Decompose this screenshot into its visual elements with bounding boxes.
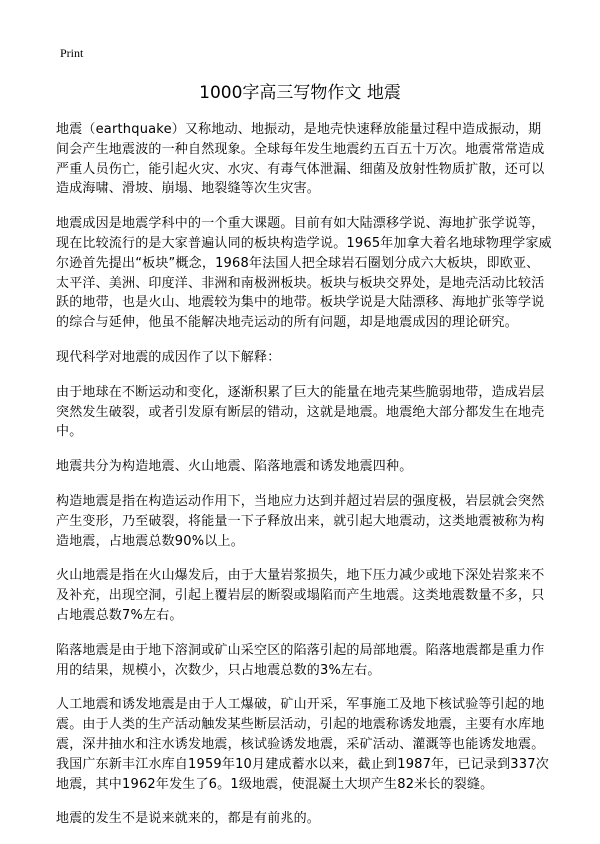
- paragraph-collapse: 陷落地震是由于地下溶洞或矿山采空区的陷落引起的局部地震。陷落地震都是重力作用的结果，规模小，次数少，只占地震总数的3%左右。: [56, 642, 545, 678]
- paragraph-modern-science: 现代科学对地震的成因作了以下解释：: [56, 349, 281, 365]
- paragraph-causes-theory: 地震成因是地震学科中的一个重大课题。目前有如大陆漂移学说、海地扩张学说等，现在比较流行的是大家普遍认同的板块构造学说。1965年加拿大着名地球物理学家威尔逊首先提出“板块”概念，1968年法国人把全球岩石圈划分成六大板块，即欧亚、太平洋、美洲、印度洋、非洲和南极洲板块。板块与板块交界处，是地壳活动比较活跃的地带，也是火山、地震较为集中的地带。板块学说是大陆漂移、海地扩张等学说的综合与延伸，他虽不能解决地壳运动的所有问题，却是地震成因的理论研究。: [56, 216, 552, 331]
- article-body: [56, 120, 552, 844]
- paragraph-explanation: 由于地球在不断运动和变化，逐渐积累了巨大的能量在地壳某些脆弱地带，造成岩层突然发生破裂，或者引发原有断层的错动，这就是地震。地震绝大部分都发生在地壳中。: [56, 384, 545, 440]
- paragraph-intro: 地震（earthquake）又称地动、地振动，是地壳快速释放能量过程中造成振动，期间会产生地震波的一种自然现象。全球每年发生地震约五百五十万次。地震常常造成严重人员伤亡，能引起火灾、水灾、有毒气体泄漏、细菌及放射性物质扩散，还可以造成海啸、滑坡、崩塌、地裂缝等次生灾害。: [56, 122, 545, 197]
- paragraph-induced: 人工地震和诱发地震是由于人工爆破，矿山开采，军事施工及地下核试验等引起的地震。由于人类的生产活动触发某些断层活动，引起的地震称诱发地震，主要有水库地震，深井抽水和注水诱发地震，核试验诱发地震，采矿活动、灌溉等也能诱发地震。我国广东新丰江水库自1959年10月建成蓄水以来，截止到1987年，已记录到337次地震，其中1962年发生了6。1级地震，使混凝土大坝产生82米长的裂缝。: [56, 697, 549, 792]
- paragraph-volcanic: 火山地震是指在火山爆发后，由于大量岩浆损失，地下压力减少或地下深处岩浆来不及补充，出现空洞，引起上覆岩层的断裂或塌陷而产生地震。这类地震数量不多，只占地震总数7%左右。: [56, 568, 545, 623]
- paragraph-tectonic: 构造地震是指在构造运动作用下，当地应力达到并超过岩层的强度极，岩层就会突然产生变形，乃至破裂，将能量一下子释放出来，就引起大地震动，这类地震被称为构造地震，占地震总数90%以上。: [56, 493, 545, 549]
- print-link[interactable]: Print: [60, 46, 84, 60]
- paragraph-precursors: 地震的发生不是说来就来的，都是有前兆的。: [56, 811, 321, 827]
- page-title: 1000字高三写物作文 地震: [199, 83, 401, 103]
- paragraph-types: 地震共分为构造地震、火山地震、陷落地震和诱发地震四种。: [56, 459, 413, 475]
